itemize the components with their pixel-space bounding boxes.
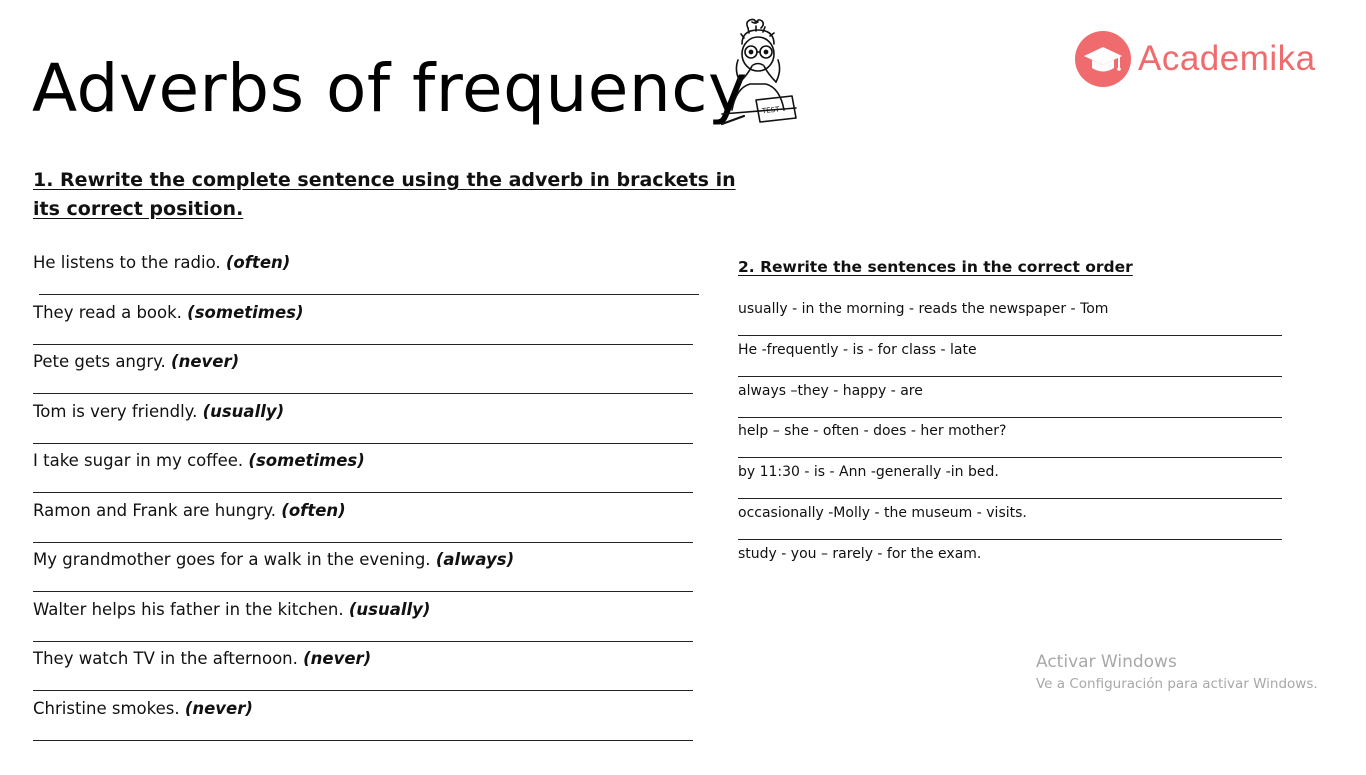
answer-line[interactable] bbox=[738, 335, 1282, 336]
answer-line[interactable] bbox=[33, 690, 693, 691]
sentence-text: Ramon and Frank are hungry. bbox=[33, 500, 282, 520]
exercise1-sentence bbox=[33, 645, 693, 673]
adverb-hint: (often) bbox=[225, 253, 291, 272]
exercise1-item bbox=[33, 348, 693, 398]
sentence-text: He listens to the radio. bbox=[33, 253, 226, 272]
brand-logo bbox=[1074, 30, 1316, 88]
exercise1-sentence bbox=[33, 497, 693, 525]
exercise2-item bbox=[738, 379, 1282, 420]
sentence-text: Christine smokes. bbox=[33, 698, 185, 718]
adverb-hint: (sometimes) bbox=[248, 451, 365, 470]
sentence-text: Pete gets angry. bbox=[33, 352, 172, 371]
test-paper-label: TEST bbox=[761, 105, 780, 116]
adverb-hint: (usually) bbox=[202, 401, 285, 421]
exercise2-item bbox=[738, 460, 1282, 501]
exercise1-sentence bbox=[33, 249, 693, 277]
scrambled-sentence: occasionally -Molly - the museum - visits. bbox=[738, 504, 1027, 521]
student-taking-test-drawing bbox=[716, 14, 800, 132]
exercise2-item bbox=[738, 542, 1282, 583]
sentence-text: They read a book. bbox=[33, 302, 188, 322]
exercise1-item bbox=[33, 398, 693, 448]
scrambled-sentence: usually - in the morning - reads the newspaper - Tom bbox=[738, 301, 1109, 317]
sentence-text: Tom is very friendly. bbox=[33, 401, 203, 421]
answer-line[interactable] bbox=[738, 376, 1282, 377]
adverb-hint: (sometimes) bbox=[187, 302, 304, 322]
graduation-cap-icon bbox=[1074, 30, 1132, 88]
scrambled-sentence: study - you – rarely - for the exam. bbox=[738, 545, 982, 562]
exercise1-list bbox=[33, 249, 693, 744]
exercise1-item bbox=[33, 249, 693, 299]
sentence-text: My grandmother goes for a walk in the evening. bbox=[33, 550, 436, 569]
exercise2-item bbox=[738, 419, 1282, 460]
scrambled-sentence: He -frequently - is - for class - late bbox=[738, 341, 977, 358]
brand-name: Academika bbox=[1138, 39, 1316, 78]
exercise1-item bbox=[33, 497, 693, 547]
sentence-text: I take sugar in my coffee. bbox=[33, 451, 249, 470]
answer-line[interactable] bbox=[33, 740, 693, 741]
exercise2-list bbox=[738, 297, 1282, 583]
scrambled-sentence: by 11:30 - is - Ann -generally -in bed. bbox=[738, 464, 999, 481]
exercise2-item bbox=[738, 338, 1282, 379]
exercise1-sentence bbox=[33, 299, 693, 327]
section1-heading: 1. Rewrite the complete sentence using the adverb in brackets in its correct position. bbox=[33, 169, 736, 220]
answer-line[interactable] bbox=[33, 591, 693, 592]
adverb-hint: (always) bbox=[435, 550, 515, 569]
answer-line[interactable] bbox=[33, 641, 693, 642]
sentence-text: They watch TV in the afternoon. bbox=[33, 649, 304, 668]
watermark-title: Activar Windows bbox=[1036, 652, 1177, 672]
windows-activation-watermark bbox=[1036, 650, 1318, 694]
answer-line[interactable] bbox=[738, 498, 1282, 499]
watermark-subtitle: Ve a Configuración para activar Windows. bbox=[1036, 676, 1318, 692]
answer-line[interactable] bbox=[738, 417, 1282, 418]
section2-heading: 2. Rewrite the sentences in the correct order bbox=[738, 258, 1133, 276]
exercise1-item bbox=[33, 299, 693, 349]
answer-line[interactable] bbox=[39, 294, 699, 295]
exercise2-item bbox=[738, 501, 1282, 542]
exercise1-item bbox=[33, 695, 693, 745]
sentence-text: Walter helps his father in the kitchen. bbox=[33, 599, 349, 619]
answer-line[interactable] bbox=[33, 443, 693, 444]
exercise2-item bbox=[738, 297, 1282, 338]
exercise1-sentence bbox=[33, 348, 693, 376]
adverb-hint: (never) bbox=[171, 352, 240, 371]
answer-line[interactable] bbox=[33, 492, 693, 493]
exercise1-item bbox=[33, 645, 693, 695]
exercise1-sentence bbox=[33, 596, 693, 624]
answer-line[interactable] bbox=[33, 344, 693, 345]
adverb-hint: (never) bbox=[184, 698, 253, 718]
exercise1-item bbox=[33, 447, 693, 497]
exercise1-item bbox=[33, 596, 693, 646]
page-title: Adverbs of frequency bbox=[32, 50, 748, 127]
answer-line[interactable] bbox=[738, 457, 1282, 458]
adverb-hint: (never) bbox=[303, 649, 372, 668]
scrambled-sentence: help – she - often - does - her mother? bbox=[738, 423, 1007, 440]
exercise1-sentence bbox=[33, 447, 693, 475]
exercise1-sentence bbox=[33, 546, 693, 574]
answer-line[interactable] bbox=[33, 542, 693, 543]
exercise1-sentence bbox=[33, 695, 693, 723]
adverb-hint: (often) bbox=[281, 500, 346, 520]
answer-line[interactable] bbox=[33, 393, 693, 394]
exercise1-sentence bbox=[33, 398, 693, 426]
answer-line[interactable] bbox=[738, 539, 1282, 540]
exercise1-item bbox=[33, 546, 693, 596]
scrambled-sentence: always –they - happy - are bbox=[738, 382, 923, 399]
adverb-hint: (usually) bbox=[348, 599, 431, 619]
